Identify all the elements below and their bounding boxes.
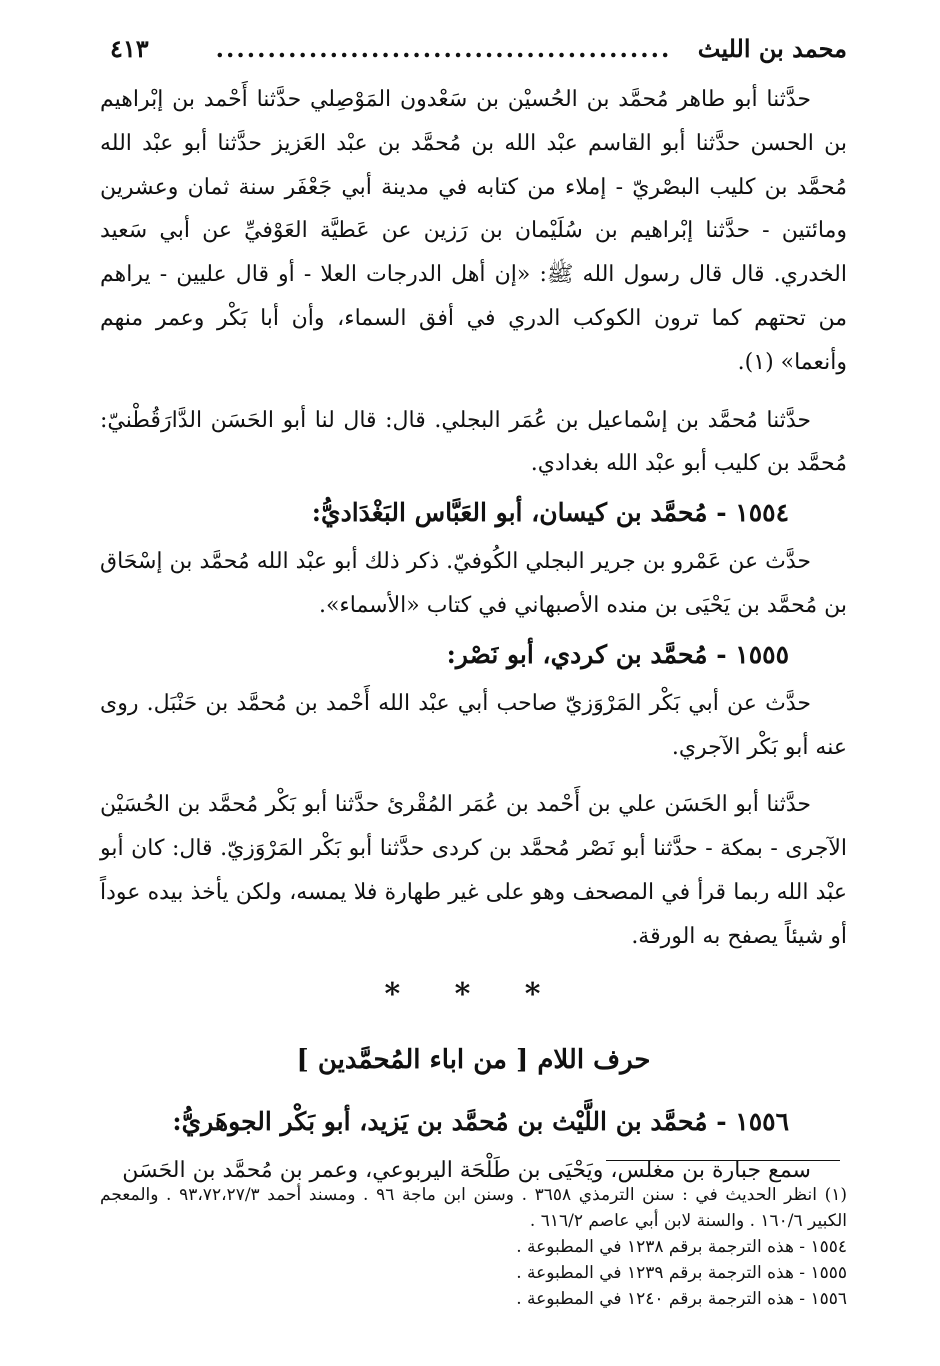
footnote-1555: ١٥٥٥ - هذه الترجمة برقم ١٢٣٩ في المطبوعة . (516, 1263, 847, 1283)
section-separator: * * * (384, 976, 563, 1012)
paragraph-1555-b: حدَّثنا أبو الحَسَن علي بن أَحْمد بن عُمَر المُقْرئ حدَّثنا أبو بَكْر مُحمَّد بن الحُسَيْن الآجرى - بمكة - حدَّثنا أبو نَصْر مُحمَّد بن كردى حدَّثنا أبو بَكْر المَرْوَزيّ. قال: كان أبو عبْد الله ربما قرأ في المصحف وهو على غير طهارة فلا يمسه، ولكن يأخذ بيده عوداً أو شيئاً يصفح به الورقة. (100, 792, 848, 949)
page-number: ٤١٣ (110, 34, 149, 63)
paragraph-1554: حدَّث عن عَمْرو بن جرير البجلي الكُوفيّ. ذكر ذلك أبو عبْد الله مُحمَّد بن إسْحَاق بن مُحمَّد بن يَحْيَى بن منده الأصبهاني في كتاب «الأسماء». (100, 549, 847, 618)
paragraph-hadith-chain: حدَّثنا أبو طاهر مُحمَّد بن الحُسيْن بن سَعْدون المَوْصِلي حدَّثنا أَحْمد بن إبْراهيم بن الحسن حدَّثنا أبو القاسم عبْد الله بن مُحمَّد بن عبْد العَزيز حدَّثنا أبو عبْد الله مُحمَّد بن كليب البصْريّ - إملاء من كتابه في مدينة أبي جَعْفَر سنة ثمان وعشرين ومائتين - حدَّثنا إبْراهيم بن سُلَيْمان بن رَزين عن عَطيَّة العَوْفيِّ عن أبي سَعيد الخدري. قال قال رسول الله ﷺ: «إن أهل الدرجات العلا - أو قال عليين - يراهم من تحتهم كما ترون الكوكب الدري في أفق السماء، وأن أبا بَكْر وعمر منهم وأنعما» (١). (100, 87, 847, 375)
paragraph-1556: سمع جبارة بن مغلس، ويَحْيَى بن طَلْحَة اليربوعي، وعمر بن مُحمَّد بن الحَسَن (122, 1157, 811, 1183)
footnote-1554: ١٥٥٤ - هذه الترجمة برقم ١٢٣٨ في المطبوعة . (516, 1237, 847, 1257)
footnote-1556: ١٥٥٦ - هذه الترجمة برقم ١٢٤٠ في المطبوعة . (516, 1289, 847, 1309)
entry-heading-1555: ١٥٥٥ - مُحمَّد بن كردي، أبو نَصْر: (446, 639, 789, 669)
paragraph-1555-a: حدَّث عن أبي بَكْر المَرْوَزيّ صاحب أبي عبْد الله أَحْمد بن مُحمَّد بن حَنْبَل. روى عنه أبو بَكْر الآجري. (100, 690, 847, 760)
entry-heading-1554: ١٥٥٤ - مُحمَّد بن كيسان، أبو العَبَّاس البَغْدَاديُّ: (311, 498, 789, 528)
header-title: محمد بن الليث (697, 34, 847, 63)
main-text (100, 78, 847, 1192)
chapter-heading: حرف اللام [ من اباء المُحمَّدين ] (296, 1044, 651, 1075)
footnote-1: (١) انظر الحديث في : سنن الترمذي ٣٦٥٨ . وسنن ابن ماجة ٩٦ . ومسند أحمد ٩٣،٧٢،٢٧/٣ . والمعجم الكبير ١٦٠/٦ . والسنة لابن أبي عاصم ٦١٦/٢ . (100, 1185, 847, 1231)
paragraph-daraqutni: حدَّثنا مُحمَّد بن إسْماعيل بن عُمَر البجلي. قال: قال لنا أبو الحَسَن الدَّارَقُطْنيّ: مُحمَّد بن كليب أبو عبْد الله بغدادي. (100, 407, 847, 477)
header-dot-leader: ............................................ (215, 34, 672, 63)
entry-heading-1556: ١٥٥٦ - مُحمَّد بن اللَّيْث بن مُحمَّد بن يَزيد، أبو بَكْر الجوهَريُّ: (172, 1106, 789, 1136)
footnote-rule (606, 1160, 840, 1161)
footnotes (100, 1182, 847, 1312)
running-header (110, 34, 847, 74)
